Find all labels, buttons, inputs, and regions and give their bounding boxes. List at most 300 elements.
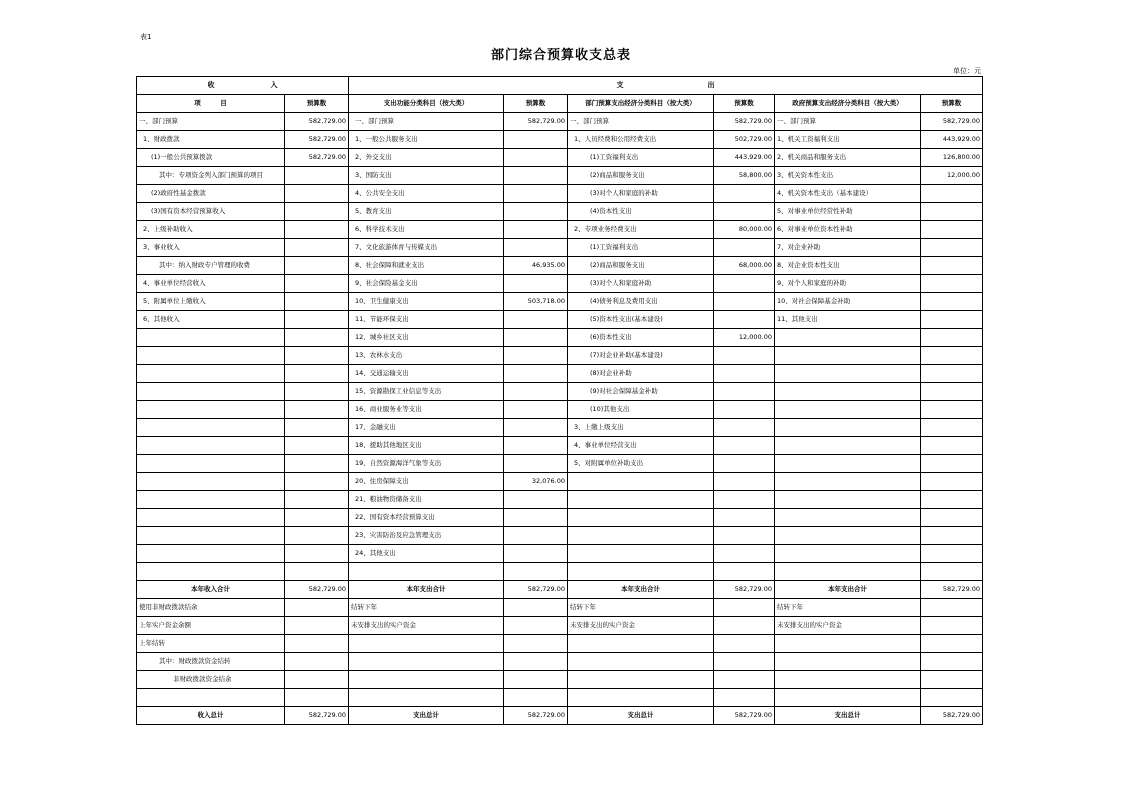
func-item: 18、援助其他地区支出 (349, 437, 504, 455)
income-amount (285, 689, 349, 707)
gov-amount (921, 689, 983, 707)
func-amount (504, 239, 568, 257)
dept-amount: 68,000.00 (714, 257, 775, 275)
dept-item (568, 653, 714, 671)
table-row (137, 347, 983, 365)
func-amount (504, 545, 568, 563)
table-row (137, 671, 983, 689)
func-item: 21、粮油物资储备支出 (349, 491, 504, 509)
dept-grand: 582,729.00 (714, 707, 775, 725)
income-amount (285, 509, 349, 527)
dept-item (568, 545, 714, 563)
income-amount (285, 671, 349, 689)
dept-amount (714, 419, 775, 437)
func-amount: 503,718.00 (504, 293, 568, 311)
gov-amount (921, 473, 983, 491)
dept-amount (714, 689, 775, 707)
table-row (137, 185, 983, 203)
income-amount (285, 455, 349, 473)
income-amount (285, 239, 349, 257)
table-row (137, 473, 983, 491)
gov-total-label: 本年支出合计 (775, 581, 921, 599)
gov-amount (921, 347, 983, 365)
dept-amount (714, 239, 775, 257)
func-grand: 582,729.00 (504, 707, 568, 725)
dept-amount (714, 545, 775, 563)
gov-item (775, 383, 921, 401)
dept-amount (714, 203, 775, 221)
gov-item (775, 365, 921, 383)
dept-item: (2)商品和服务支出 (568, 257, 714, 275)
income-item (137, 545, 285, 563)
dept-amount: 12,000.00 (714, 329, 775, 347)
table-row (137, 599, 983, 617)
table-row (137, 221, 983, 239)
dept-item: (3)对个人和家庭的补助 (568, 185, 714, 203)
income-item (137, 491, 285, 509)
col-income-amount: 预算数 (285, 95, 349, 113)
table-row (137, 365, 983, 383)
gov-amount (921, 419, 983, 437)
gov-item (775, 437, 921, 455)
dept-amount (714, 617, 775, 635)
table-row (137, 383, 983, 401)
table-row (137, 257, 983, 275)
grand-total-row (137, 707, 983, 725)
income-amount (285, 167, 349, 185)
gov-item (775, 455, 921, 473)
dept-item: (4)资本性支出 (568, 203, 714, 221)
income-item (137, 527, 285, 545)
dept-item: (7)对企业补助(基本建设) (568, 347, 714, 365)
dept-item: 一、部门预算 (568, 113, 714, 131)
func-amount (504, 437, 568, 455)
func-item (349, 635, 504, 653)
func-item: 一、部门预算 (349, 113, 504, 131)
income-amount: 582,729.00 (285, 131, 349, 149)
gov-amount (921, 617, 983, 635)
dept-amount (714, 185, 775, 203)
gov-amount (921, 509, 983, 527)
func-item: 7、文化旅游体育与传媒支出 (349, 239, 504, 257)
func-item (349, 689, 504, 707)
dept-amount (714, 455, 775, 473)
func-amount (504, 671, 568, 689)
page-title: 部门综合预算收支总表 (490, 48, 631, 63)
gov-amount (921, 491, 983, 509)
sheet-label: 表1 (140, 33, 152, 41)
col-gov-amount: 预算数 (921, 95, 983, 113)
income-item (137, 401, 285, 419)
func-item: 13、农林水支出 (349, 347, 504, 365)
dept-amount (714, 347, 775, 365)
unit-label: 单位：元 (953, 67, 981, 75)
income-amount (285, 527, 349, 545)
dept-amount: 582,729.00 (714, 113, 775, 131)
income-item: 4、事业单位经营收入 (137, 275, 285, 293)
dept-total-label: 本年支出合计 (568, 581, 714, 599)
income-item: (2)政府性基金拨款 (137, 185, 285, 203)
table-row (137, 311, 983, 329)
gov-amount (921, 527, 983, 545)
func-total-label: 本年支出合计 (349, 581, 504, 599)
dept-item (568, 491, 714, 509)
gov-amount (921, 401, 983, 419)
dept-amount (714, 365, 775, 383)
table-row (137, 563, 983, 581)
gov-grand: 582,729.00 (921, 707, 983, 725)
income-item (137, 437, 285, 455)
dept-amount (714, 635, 775, 653)
income-amount (285, 365, 349, 383)
income-item: (1)一般公共预算拨款 (137, 149, 285, 167)
func-item: 24、其他支出 (349, 545, 504, 563)
income-amount (285, 203, 349, 221)
func-item: 2、外交支出 (349, 149, 504, 167)
income-item: 其中：财政拨款资金结转 (137, 653, 285, 671)
gov-amount (921, 365, 983, 383)
income-amount (285, 401, 349, 419)
income-grand-label: 收入总计 (137, 707, 285, 725)
dept-amount (714, 383, 775, 401)
income-item: 3、事业收入 (137, 239, 285, 257)
income-item: 其中：专项资金列入部门预算的项目 (137, 167, 285, 185)
dept-item: (2)商品和服务支出 (568, 167, 714, 185)
income-item (137, 509, 285, 527)
gov-item: 7、对企业补助 (775, 239, 921, 257)
func-amount (504, 329, 568, 347)
func-item (349, 653, 504, 671)
income-amount (285, 347, 349, 365)
table-row (137, 329, 983, 347)
gov-item: 9、对个人和家庭的补助 (775, 275, 921, 293)
gov-amount (921, 563, 983, 581)
dept-item: 1、人员经费和公用经费支出 (568, 131, 714, 149)
table-row (137, 203, 983, 221)
table-row (137, 275, 983, 293)
table-row (137, 401, 983, 419)
income-amount (285, 635, 349, 653)
income-amount: 582,729.00 (285, 113, 349, 131)
gov-amount (921, 653, 983, 671)
gov-item (775, 509, 921, 527)
func-amount (504, 563, 568, 581)
table-row (137, 635, 983, 653)
dept-item (568, 563, 714, 581)
dept-amount (714, 491, 775, 509)
gov-amount (921, 671, 983, 689)
table-row (137, 653, 983, 671)
dept-amount: 58,800.00 (714, 167, 775, 185)
func-item: 结转下年 (349, 599, 504, 617)
income-amount (285, 275, 349, 293)
func-item: 8、社会保障和就业支出 (349, 257, 504, 275)
table-row (137, 239, 983, 257)
func-amount (504, 347, 568, 365)
dept-item: (1)工资福利支出 (568, 149, 714, 167)
income-amount (285, 185, 349, 203)
header-row-columns (137, 95, 983, 113)
func-item: 11、节能环保支出 (349, 311, 504, 329)
func-item: 10、卫生健康支出 (349, 293, 504, 311)
income-amount (285, 419, 349, 437)
table-row (137, 437, 983, 455)
income-amount (285, 293, 349, 311)
income-amount (285, 617, 349, 635)
gov-amount (921, 329, 983, 347)
gov-item (775, 689, 921, 707)
func-item: 23、灾害防治及应急管理支出 (349, 527, 504, 545)
func-item: 17、金融支出 (349, 419, 504, 437)
gov-item: 1、机关工资福利支出 (775, 131, 921, 149)
gov-grand-label: 支出总计 (775, 707, 921, 725)
gov-amount (921, 257, 983, 275)
dept-item: (1)工资福利支出 (568, 239, 714, 257)
income-item (137, 473, 285, 491)
gov-amount (921, 455, 983, 473)
func-item: 6、科学技术支出 (349, 221, 504, 239)
dept-item: (4)债务利息及费用支出 (568, 293, 714, 311)
func-item: 未安排支出的实户资金 (349, 617, 504, 635)
func-amount (504, 275, 568, 293)
func-amount (504, 599, 568, 617)
gov-amount (921, 293, 983, 311)
income-amount (285, 599, 349, 617)
gov-amount (921, 437, 983, 455)
table-row (137, 545, 983, 563)
gov-item: 4、机关资本性支出（基本建设） (775, 185, 921, 203)
dept-amount (714, 293, 775, 311)
dept-item: (10)其他支出 (568, 401, 714, 419)
income-item: 6、其他收入 (137, 311, 285, 329)
gov-item (775, 563, 921, 581)
annual-total-row (137, 581, 983, 599)
table-row (137, 527, 983, 545)
income-item: 其中：纳入财政专户管理的收费 (137, 257, 285, 275)
income-item: 1、财政拨款 (137, 131, 285, 149)
gov-item (775, 473, 921, 491)
table-row (137, 509, 983, 527)
dept-amount (714, 509, 775, 527)
dept-amount (714, 437, 775, 455)
dept-item: 3、上缴上级支出 (568, 419, 714, 437)
table-row (137, 419, 983, 437)
gov-item: 6、对事业单位资本性补助 (775, 221, 921, 239)
income-amount (285, 545, 349, 563)
gov-item (775, 419, 921, 437)
table-row (137, 455, 983, 473)
func-item: 4、公共安全支出 (349, 185, 504, 203)
income-amount (285, 473, 349, 491)
income-amount (285, 311, 349, 329)
dept-amount: 502,729.00 (714, 131, 775, 149)
gov-item (775, 671, 921, 689)
func-total: 582,729.00 (504, 581, 568, 599)
income-total: 582,729.00 (285, 581, 349, 599)
income-grand: 582,729.00 (285, 707, 349, 725)
func-amount: 32,076.00 (504, 473, 568, 491)
gov-amount: 443,929.00 (921, 131, 983, 149)
func-amount (504, 383, 568, 401)
func-item (349, 563, 504, 581)
gov-amount (921, 185, 983, 203)
dept-item (568, 671, 714, 689)
func-item: 19、自然资源海洋气象等支出 (349, 455, 504, 473)
gov-item: 未安排支出的实户资金 (775, 617, 921, 635)
dept-amount (714, 653, 775, 671)
dept-item (568, 473, 714, 491)
dept-amount (714, 599, 775, 617)
dept-amount: 443,929.00 (714, 149, 775, 167)
dept-item: 2、专项业务经费支出 (568, 221, 714, 239)
col-dept-amount: 预算数 (714, 95, 775, 113)
income-item: 2、上级补助收入 (137, 221, 285, 239)
expense-header: 支 出 (349, 77, 983, 95)
budget-table (136, 76, 983, 725)
dept-amount: 80,000.00 (714, 221, 775, 239)
income-amount (285, 221, 349, 239)
income-item (137, 689, 285, 707)
income-item (137, 329, 285, 347)
gov-item: 5、对事业单位经常性补助 (775, 203, 921, 221)
func-amount (504, 221, 568, 239)
gov-item (775, 635, 921, 653)
func-item: 5、教育支出 (349, 203, 504, 221)
dept-item: (5)资本性支出(基本建设) (568, 311, 714, 329)
dept-item (568, 509, 714, 527)
table-row (137, 689, 983, 707)
gov-item (775, 545, 921, 563)
gov-item (775, 491, 921, 509)
dept-amount (714, 527, 775, 545)
gov-item (775, 347, 921, 365)
dept-total: 582,729.00 (714, 581, 775, 599)
gov-amount (921, 599, 983, 617)
gov-amount (921, 221, 983, 239)
dept-item: 5、对附属单位补助支出 (568, 455, 714, 473)
income-item: 一、部门预算 (137, 113, 285, 131)
func-item: 16、商业服务业等支出 (349, 401, 504, 419)
gov-item: 2、机关商品和服务支出 (775, 149, 921, 167)
gov-item (775, 329, 921, 347)
table-row (137, 149, 983, 167)
income-amount (285, 563, 349, 581)
func-item (349, 671, 504, 689)
table-row (137, 293, 983, 311)
gov-amount (921, 545, 983, 563)
func-item: 3、国防支出 (349, 167, 504, 185)
dept-item (568, 689, 714, 707)
dept-item: 未安排支出的实户资金 (568, 617, 714, 635)
func-amount (504, 167, 568, 185)
func-grand-label: 支出总计 (349, 707, 504, 725)
dept-item: (3)对个人和家庭补助 (568, 275, 714, 293)
func-item: 15、资源勘探工业信息等支出 (349, 383, 504, 401)
func-amount (504, 617, 568, 635)
dept-item (568, 527, 714, 545)
dept-amount (714, 401, 775, 419)
income-item (137, 347, 285, 365)
col-func-class: 支出功能分类科目（按大类） (349, 95, 504, 113)
func-amount (504, 455, 568, 473)
dept-amount (714, 563, 775, 581)
income-amount (285, 437, 349, 455)
income-amount: 582,729.00 (285, 149, 349, 167)
gov-item: 10、对社会保障基金补助 (775, 293, 921, 311)
gov-amount (921, 635, 983, 653)
func-amount (504, 401, 568, 419)
gov-amount (921, 311, 983, 329)
dept-item: (9)对社会保障基金补助 (568, 383, 714, 401)
income-item: 5、附属单位上缴收入 (137, 293, 285, 311)
dept-item: (8)对企业补助 (568, 365, 714, 383)
income-header: 收 入 (137, 77, 349, 95)
gov-item: 一、部门预算 (775, 113, 921, 131)
income-item (137, 563, 285, 581)
func-item: 1、一般公共服务支出 (349, 131, 504, 149)
gov-amount: 582,729.00 (921, 113, 983, 131)
dept-item: 结转下年 (568, 599, 714, 617)
dept-amount (714, 671, 775, 689)
gov-total: 582,729.00 (921, 581, 983, 599)
income-total-label: 本年收入合计 (137, 581, 285, 599)
income-item (137, 365, 285, 383)
dept-item: (6)资本性支出 (568, 329, 714, 347)
income-item: 上年实户资金余额 (137, 617, 285, 635)
func-amount: 46,935.00 (504, 257, 568, 275)
gov-item (775, 653, 921, 671)
func-amount (504, 203, 568, 221)
func-amount (504, 653, 568, 671)
dept-amount (714, 311, 775, 329)
gov-amount (921, 239, 983, 257)
func-amount (504, 689, 568, 707)
func-amount (504, 509, 568, 527)
gov-item (775, 401, 921, 419)
gov-amount: 126,800.00 (921, 149, 983, 167)
gov-amount (921, 203, 983, 221)
income-item (137, 419, 285, 437)
func-amount (504, 527, 568, 545)
table-row (137, 113, 983, 131)
income-item: (3)国有资本经营预算收入 (137, 203, 285, 221)
gov-amount: 12,000.00 (921, 167, 983, 185)
header-row-group (137, 77, 983, 95)
func-amount: 582,729.00 (504, 113, 568, 131)
func-amount (504, 491, 568, 509)
dept-amount (714, 275, 775, 293)
income-item (137, 383, 285, 401)
func-amount (504, 185, 568, 203)
table-row (137, 167, 983, 185)
income-amount (285, 653, 349, 671)
dept-item (568, 635, 714, 653)
col-item: 项 目 (137, 95, 285, 113)
gov-item: 结转下年 (775, 599, 921, 617)
income-amount (285, 329, 349, 347)
gov-item: 3、机关资本性支出 (775, 167, 921, 185)
gov-item (775, 527, 921, 545)
func-amount (504, 149, 568, 167)
income-amount (285, 257, 349, 275)
dept-amount (714, 473, 775, 491)
income-item: 上年结转 (137, 635, 285, 653)
table-row (137, 491, 983, 509)
func-item: 22、国有资本经营预算支出 (349, 509, 504, 527)
func-item: 20、住房保障支出 (349, 473, 504, 491)
func-item: 12、城乡社区支出 (349, 329, 504, 347)
gov-amount (921, 275, 983, 293)
